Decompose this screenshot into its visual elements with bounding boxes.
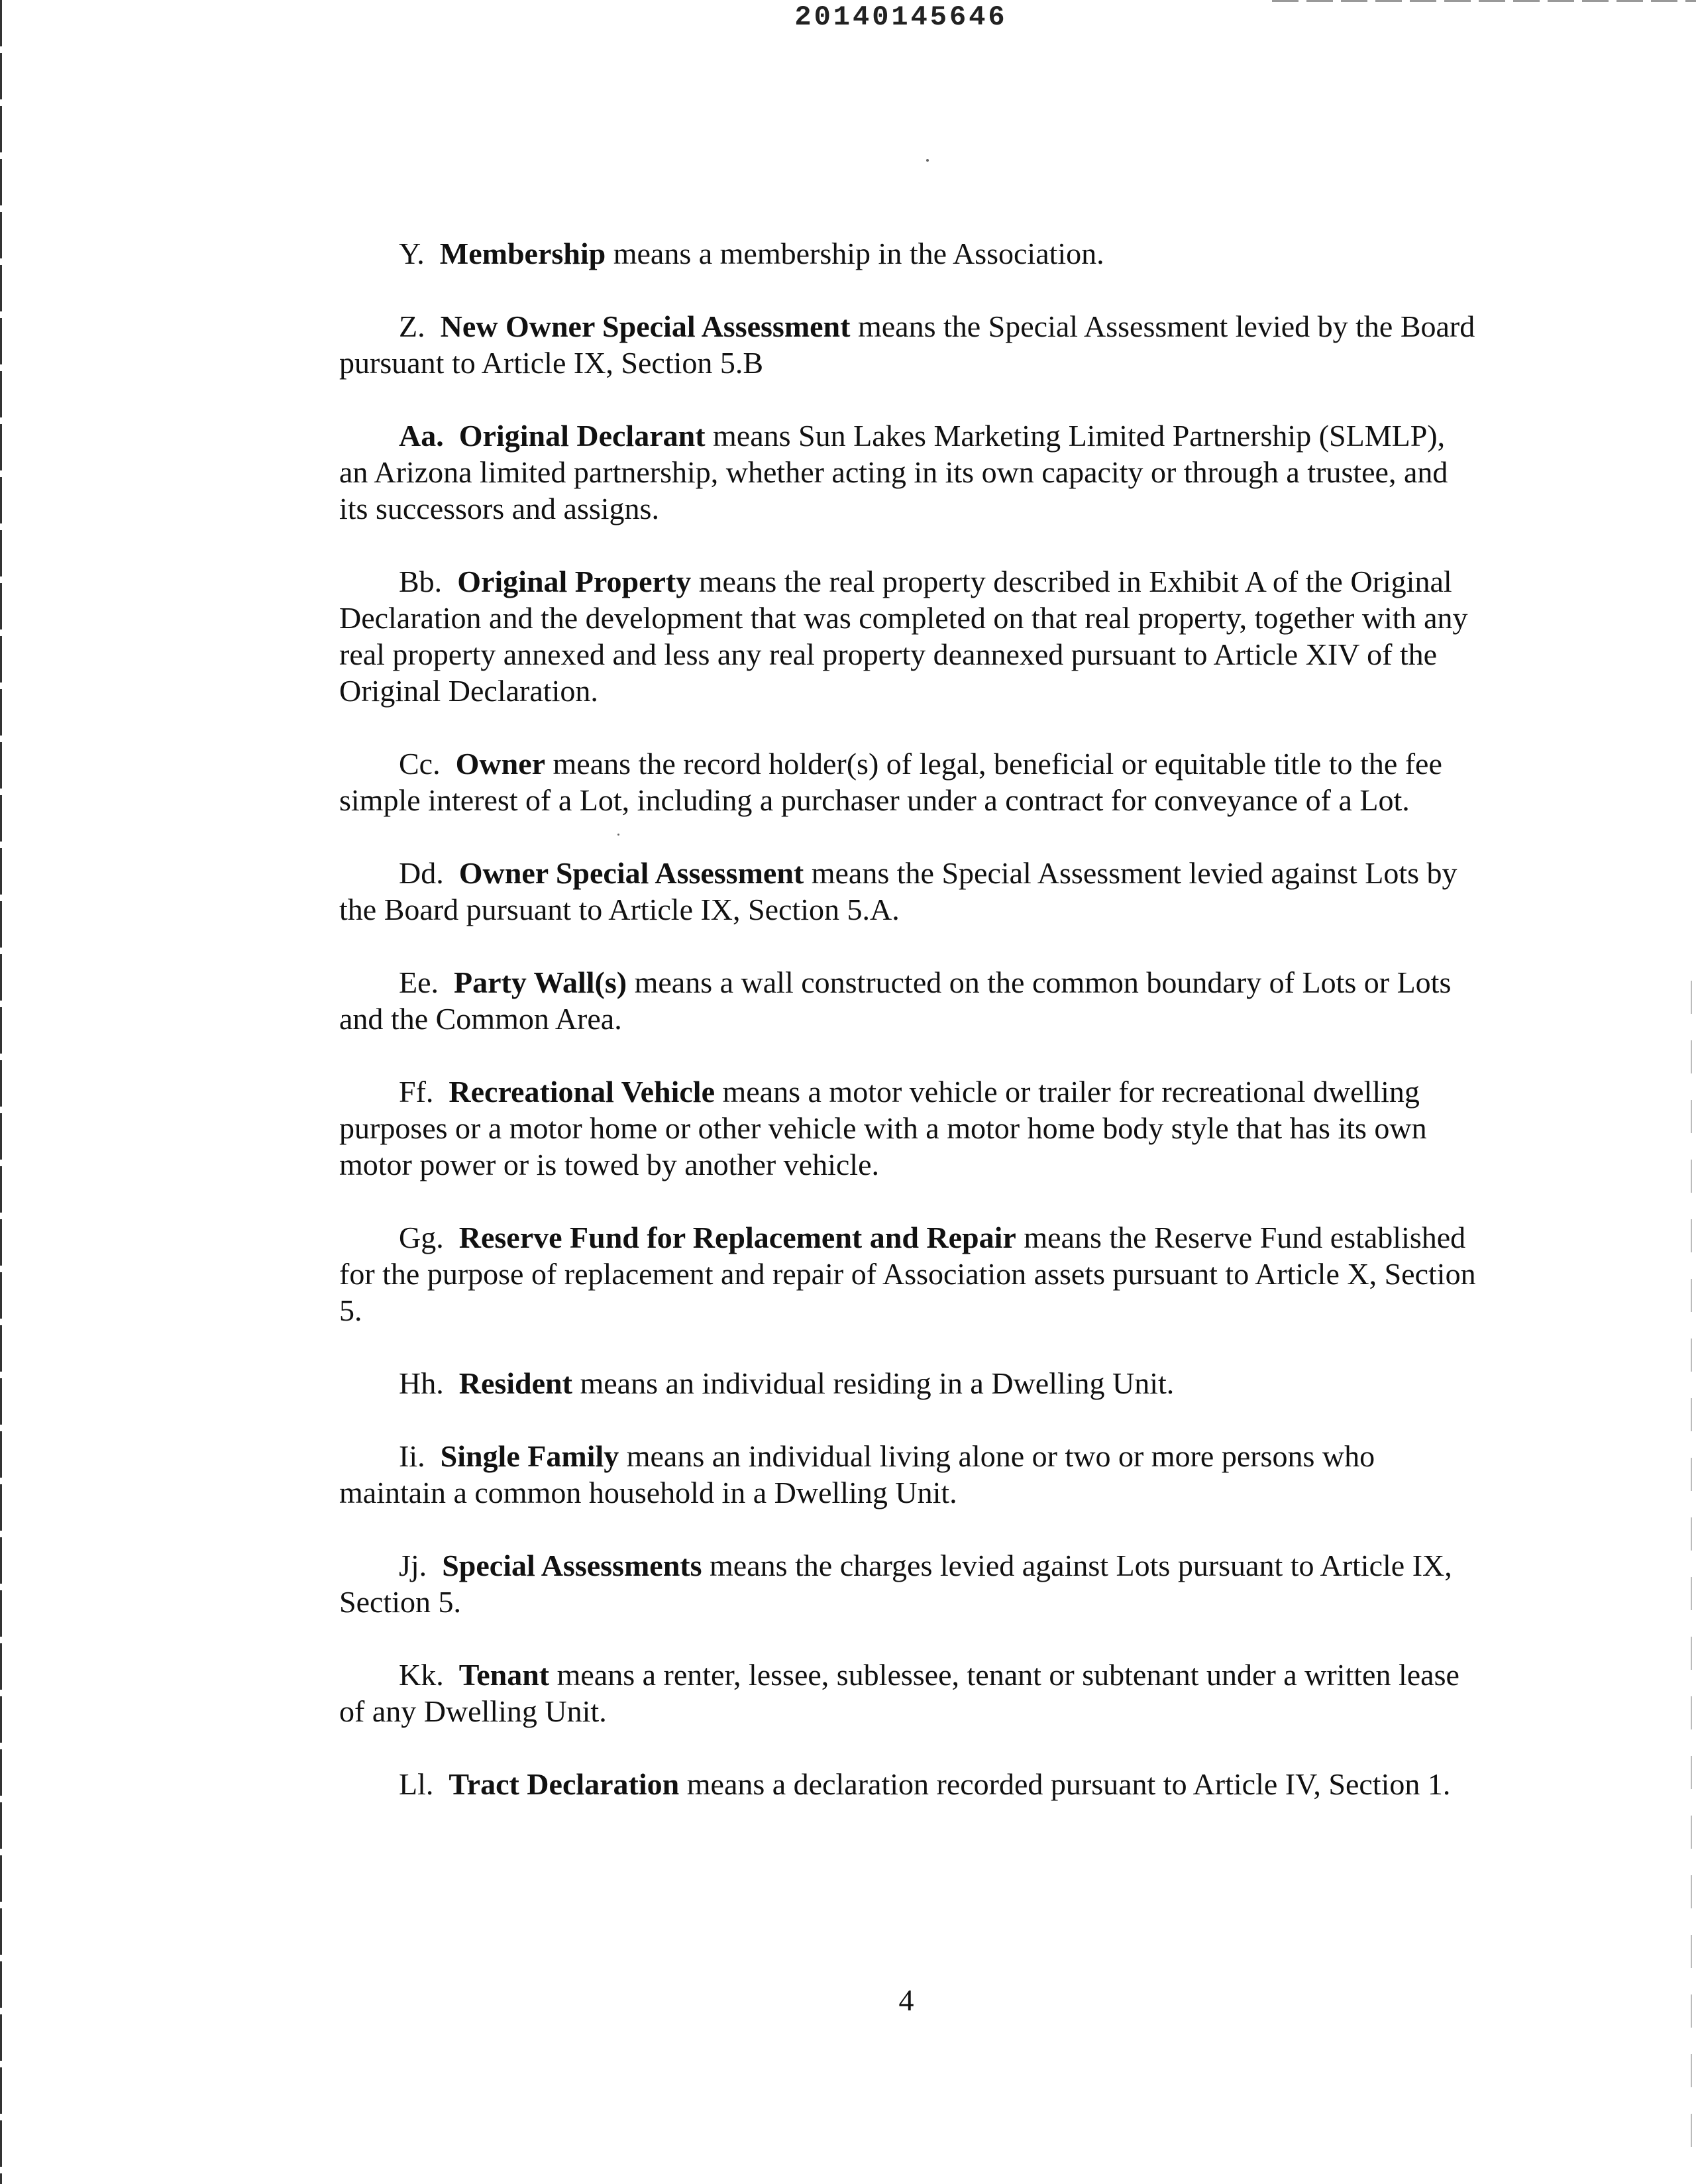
- definition-letter: Ll.: [399, 1767, 434, 1801]
- definition-text: means the charges levied against Lots pursuant to Article IX, Section 5.: [339, 1549, 1452, 1619]
- definition-term: Tract Declaration: [449, 1767, 680, 1801]
- definition-letter: Bb.: [399, 565, 443, 598]
- definition-item: [339, 964, 1479, 1037]
- definition-term: Membership: [439, 237, 606, 270]
- definition-item: [339, 745, 1479, 818]
- definition-letter: Kk.: [399, 1658, 444, 1692]
- definition-term: New Owner Special Assessment: [440, 309, 851, 343]
- definition-letter: Z.: [399, 309, 425, 343]
- definition-text: means Sun Lakes Marketing Limited Partnership (SLMLP), an Arizona limited partnership, whether acting in its own capacity or through a trustee, and its successors and assigns.: [339, 419, 1448, 525]
- definition-term: Recreational Vehicle: [449, 1075, 715, 1109]
- definition-item: [339, 1219, 1479, 1329]
- definition-letter: Cc.: [399, 747, 441, 781]
- definitions-list: [339, 235, 1479, 1839]
- definition-item: [339, 1438, 1479, 1511]
- definition-text: means the Special Assessment levied against Lots by the Board pursuant to Article IX, Section 5.A.: [339, 856, 1458, 926]
- definition-term: Party Wall(s): [454, 965, 627, 999]
- definition-text: means a declaration recorded pursuant to Article IV, Section 1.: [686, 1767, 1451, 1801]
- definition-text: means an individual living alone or two or more persons who maintain a common household in a Dwelling Unit.: [339, 1439, 1375, 1509]
- definition-term: Owner Special Assessment: [458, 856, 804, 890]
- definition-term: Owner: [455, 747, 546, 781]
- definition-letter: Ee.: [399, 965, 439, 999]
- definition-term: Tenant: [458, 1658, 550, 1692]
- definition-text: means a membership in the Association.: [613, 237, 1104, 270]
- definition-letter: Gg.: [399, 1221, 444, 1254]
- definition-letter: Jj.: [399, 1549, 427, 1582]
- definition-letter: Aa.: [399, 419, 444, 453]
- definition-term: Original Declarant: [458, 419, 706, 453]
- definition-item: [339, 1365, 1479, 1401]
- document-number: 20140145646: [794, 1, 1008, 33]
- definition-text: means the Reserve Fund established for the purpose of replacement and repair of Association assets pursuant to Article X, Section 5.: [339, 1221, 1476, 1327]
- definition-text: means the Special Assessment levied by the Board pursuant to Article IX, Section 5.B: [339, 309, 1475, 380]
- definition-text: means a renter, lessee, sublessee, tenant or subtenant under a written lease of any Dwelling Unit.: [339, 1658, 1459, 1728]
- definition-item: [339, 235, 1479, 272]
- definition-item: [339, 308, 1479, 381]
- definition-text: means a wall constructed on the common boundary of Lots or Lots and the Common Area.: [339, 965, 1452, 1036]
- scan-left-edge: [0, 0, 2, 2184]
- definition-item: [339, 1766, 1479, 1802]
- definition-text: means a motor vehicle or trailer for recreational dwelling purposes or a motor home or other vehicle with a motor home body style that has its own motor power or is towed by another vehicle.: [339, 1075, 1427, 1181]
- definition-text: means the record holder(s) of legal, beneficial or equitable title to the fee simple interest of a Lot, including a purchaser under a contract for conveyance of a Lot.: [339, 747, 1442, 817]
- definition-letter: Ff.: [399, 1075, 434, 1109]
- definition-item: [339, 855, 1479, 928]
- definition-letter: Ii.: [399, 1439, 425, 1473]
- definition-letter: Hh.: [399, 1366, 444, 1400]
- page-number: 4: [898, 1983, 914, 2017]
- definition-item: [339, 417, 1479, 527]
- definition-item: [339, 1657, 1479, 1729]
- definition-letter: Y.: [399, 237, 425, 270]
- definition-term: Single Family: [440, 1439, 619, 1473]
- definition-letter: Dd.: [399, 856, 444, 890]
- definition-text: means the real property described in Exhibit A of the Original Declaration and the development that was completed on that real property, together with any real property annexed and less any real property deannexed pursuant to Article XIV of the Original Declaration.: [339, 565, 1468, 708]
- definition-term: Original Property: [457, 565, 692, 598]
- definition-text: means an individual residing in a Dwelling Unit.: [580, 1366, 1175, 1400]
- definition-term: Reserve Fund for Replacement and Repair: [458, 1221, 1016, 1254]
- definition-item: [339, 563, 1479, 709]
- definition-term: Resident: [458, 1366, 572, 1400]
- definition-term: Special Assessments: [442, 1549, 702, 1582]
- scan-speck: [926, 159, 929, 162]
- definition-item: [339, 1073, 1479, 1183]
- definition-item: [339, 1547, 1479, 1620]
